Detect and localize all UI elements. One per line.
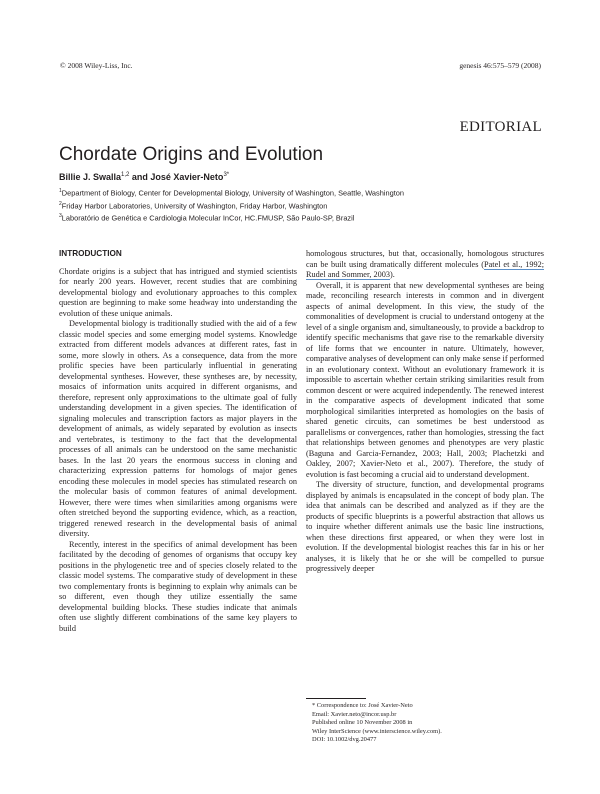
affil-text: Laboratório de Genética e Cardiologia Molecular InCor, HC.FMUSP, São Paulo-SP, Brazil — [61, 213, 355, 223]
affiliations — [59, 186, 404, 224]
publisher-line: Wiley InterScience (www.interscience.wiley.com). — [312, 727, 442, 735]
paragraph: Developmental biology is traditionally studied with the aid of a few classic model species and some emerging model systems. Knowledge extracted from different models advances at different rates, fast in some, more slowly in others. As a consequence, data from the more prolific species have been particularly influential in generating developmental syntheses. However, these syntheses are, by necessity, mosaics of information units acquired in different organisms, and therefore, represent only approximations to the ultimate goal of fully understanding development in a given species. The identification of signaling molecules and transcription factors as major players in the development of animals, as widely separated by evolution as insects and vertebrates, is testimony to the fact that the developmental processes of all animals can be understood on the same mechanistic bases. In the last 20 years the enormous success in cloning and characterizing expression patterns for homologs of major genes encoding these molecules in model species has stimulated research on the molecular basis of common features of animal development. However, there were times when similarities among organisms were often stretched beyond the supporting evidence, which, as a reaction, triggered renewed research in the developmental basis of animal diversity. — [59, 319, 297, 538]
section-heading: INTRODUCTION — [59, 249, 122, 258]
paragraph: The diversity of structure, function, and developmental programs displayed by animals is encapsulated in the concept of body plan. The idea that animals can be described and analyzed as if they are the products of specific blueprints is a powerful abstraction that allows us to inquire whether different animals use the basic line instructions, when these directions first appeared, or when they were lost in evolution. If the developmental biologist reaches this far in his or her analyses, it is likely that he or she will be compelled to pursue progressively deeper — [306, 480, 544, 573]
affil-text: Friday Harbor Laboratories, University of Washington, Friday Harbor, Washington — [61, 201, 328, 211]
affil-text: Department of Biology, Center for Developmental Biology, University of Washington, Seattle, Washington — [61, 188, 404, 198]
paragraph: Recently, interest in the specifics of animal development has been facilitated by the decoding of genomes of organisms that occupy key positions in the phylogenetic tree and of species closely related to the classic model systems. The comparative study of development in these two complementary fronts is beginning to explain why animals can be so different, even though they utilize essentially the same developmental building blocks. These studies indicate that animals often use slightly different combinations of the same key players to build — [59, 539, 297, 633]
journal-citation: genesis 46:575–579 (2008) — [459, 61, 541, 70]
publication-line: Published online 10 November 2008 in — [312, 719, 413, 727]
footnote-rule — [306, 698, 366, 699]
author-conjunction: and — [129, 172, 151, 182]
affil-mark: 1 — [59, 188, 62, 194]
article-title: Chordate Origins and Evolution — [59, 144, 324, 165]
footnotes — [306, 698, 542, 745]
paragraph — [306, 249, 544, 281]
copyright-line: © 2008 Wiley-Liss, Inc. — [60, 61, 133, 70]
paragraph: Chordate origins is a subject that has intrigued and stymied scientists for nearly 200 years. However, recent studies that are combining developmental biology and evolutionary approaches to this complex question are beginning to make some headway into understanding the evolution of these unique animals. — [59, 266, 297, 318]
right-column — [306, 249, 544, 575]
paragraph-text: homologous structures, but that, occasionally, homologous structures can be built using dramatically different molecules ( — [306, 249, 544, 269]
author-name: José Xavier-Neto — [150, 172, 224, 182]
left-column — [59, 249, 297, 634]
affiliation — [59, 199, 404, 212]
paragraph-text: ). — [390, 270, 395, 279]
affil-mark: 2 — [59, 200, 62, 207]
author-affil-mark: 3* — [223, 172, 230, 178]
correspondence-note: * Correspondence to: José Xavier-Neto — [312, 702, 413, 709]
author-name: Billie J. Swalla — [59, 172, 122, 182]
affil-mark: 3 — [59, 213, 62, 220]
reference-link[interactable]: Patel et al., 1992; Rudel and Sommer, 2003 — [306, 259, 544, 279]
section-label: EDITORIAL — [459, 119, 542, 135]
affiliation — [59, 211, 404, 224]
email-line[interactable]: Email: Xavier.neto@incor.usp.br — [312, 710, 397, 718]
author-affil-mark: 1,2 — [121, 172, 130, 178]
paragraph: Overall, it is apparent that new developmental syntheses are being made, reconciling research interests in common and in divergent aspects of animal development. In this view, the study of the commonalities of development is crucial to understand ontogeny at the level of a single organism and, simultaneously, to provide a backdrop to identify specific mechanisms that gave rise to the remarkable diversity of life forms that we encounter in nature. Ultimately, however, comparative analyses of development can only make sense if performed in an evolutionary context. Without an evolutionary framework it is impossible to ascertain whether certain striking similarities result from common descent or were acquired independently. The renewed interest in the comparative aspects of development indicated that some morphological similarities interpreted as homologies on the basis of shared genetic circuits, can sometimes be best understood as parallelisms or convergences, rather than homologies, stressing the fact that relationships between genomes and phenotypes are very plastic (Baguna and Garcia-Fernandez, 2003; Hall, 2003; Plachetzki and Oakley, 2007; Xavier-Neto et al., 2007). Therefore, the study of evolution is fast becoming a crucial aid to understand development. — [306, 280, 545, 479]
affiliation — [59, 186, 404, 199]
doi-line: DOI: 10.1002/dvg.20477 — [312, 736, 377, 744]
author-line — [59, 172, 229, 182]
